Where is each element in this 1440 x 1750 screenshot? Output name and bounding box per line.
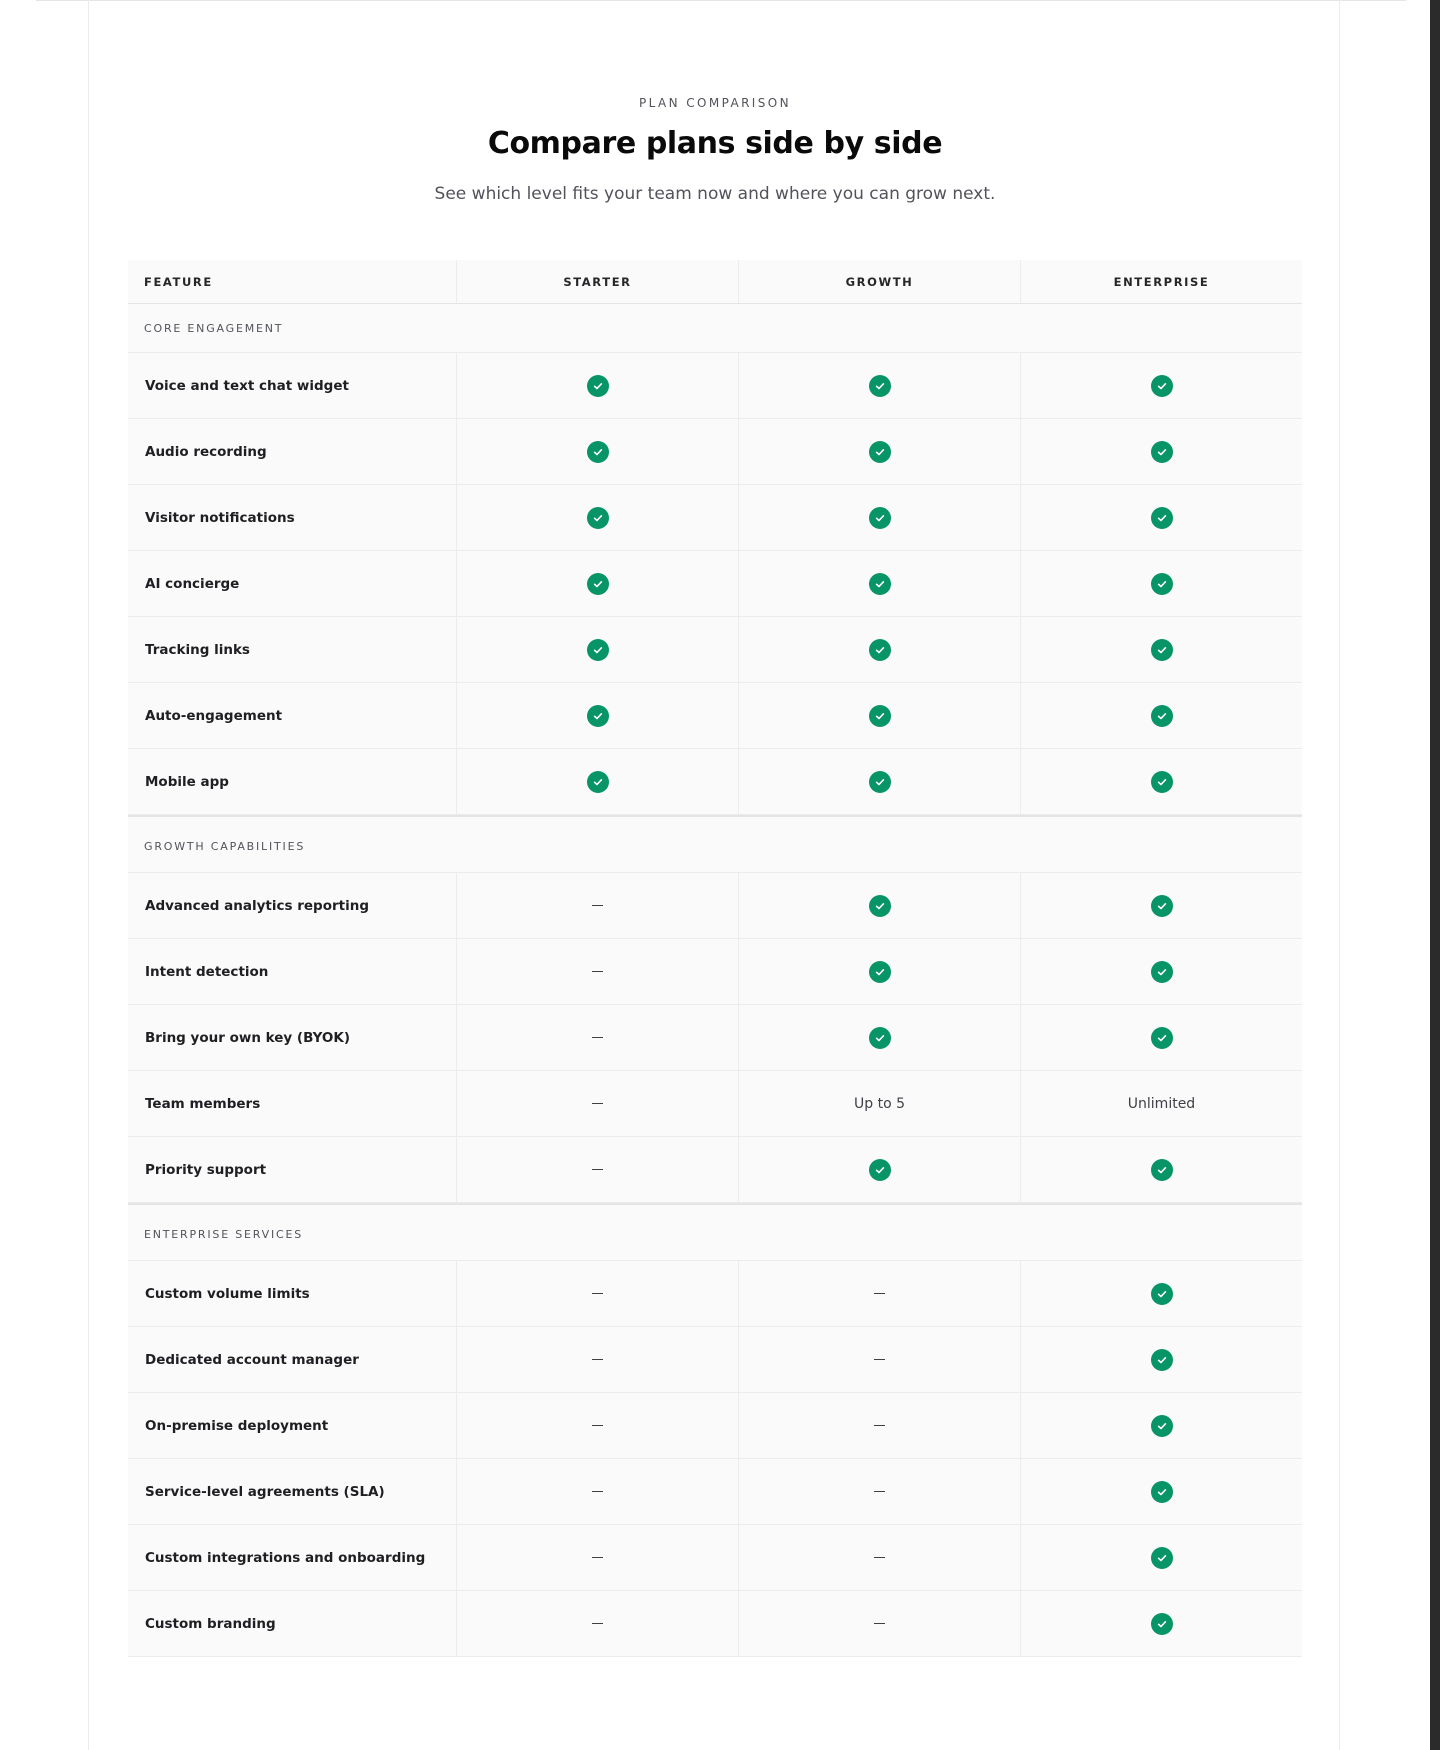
- cell-enterprise: [1020, 1261, 1302, 1326]
- check-icon: [1151, 1613, 1173, 1635]
- check-icon: [1151, 1415, 1173, 1437]
- table-row: [128, 1261, 1302, 1327]
- table-row: [128, 1327, 1302, 1393]
- cell-enterprise: [1020, 1071, 1302, 1136]
- check-icon: [869, 1159, 891, 1181]
- feature-name: Priority support: [145, 1161, 267, 1178]
- check-icon: [1151, 441, 1173, 463]
- cell-starter: [456, 1327, 738, 1392]
- check-icon: [1151, 895, 1173, 917]
- feature-name: Service-level agreements (SLA): [145, 1483, 385, 1500]
- column-header-growth: GROWTH: [738, 260, 1020, 303]
- comparison-table: [128, 260, 1302, 1657]
- dash-icon: [592, 1491, 603, 1493]
- cell-starter: [456, 1071, 738, 1136]
- dash-icon: [592, 1103, 603, 1105]
- cell-growth: [738, 1327, 1020, 1392]
- feature-name: Team members: [145, 1095, 261, 1112]
- section-title: ENTERPRISE SERVICES: [128, 1203, 1302, 1261]
- cell-growth: [738, 1459, 1020, 1524]
- check-icon: [1151, 507, 1173, 529]
- dash-icon: [874, 1425, 885, 1427]
- check-icon: [869, 1027, 891, 1049]
- feature-name: Auto-engagement: [145, 707, 283, 724]
- check-icon: [587, 771, 609, 793]
- cell-starter: [456, 1591, 738, 1656]
- cell-value: Up to 5: [854, 1095, 905, 1112]
- table-row: [128, 1459, 1302, 1525]
- table-row: [128, 485, 1302, 551]
- cell-starter: [456, 1459, 738, 1524]
- cell-enterprise: [1020, 1525, 1302, 1590]
- check-icon: [869, 573, 891, 595]
- check-icon: [587, 507, 609, 529]
- feature-name: Voice and text chat widget: [145, 377, 349, 394]
- check-icon: [869, 705, 891, 727]
- check-icon: [587, 705, 609, 727]
- cell-growth: [738, 1005, 1020, 1070]
- cell-growth: [738, 485, 1020, 550]
- feature-name: Dedicated account manager: [145, 1351, 359, 1368]
- cell-growth: [738, 873, 1020, 938]
- cell-starter: [456, 419, 738, 484]
- check-icon: [869, 771, 891, 793]
- cell-starter: [456, 749, 738, 814]
- table-row: [128, 1525, 1302, 1591]
- cell-value: Unlimited: [1127, 1095, 1196, 1112]
- cell-enterprise: [1020, 1591, 1302, 1656]
- check-icon: [1151, 1547, 1173, 1569]
- check-icon: [587, 375, 609, 397]
- table-row: [128, 617, 1302, 683]
- check-icon: [1151, 375, 1173, 397]
- check-icon: [869, 639, 891, 661]
- cell-starter: [456, 1005, 738, 1070]
- table-row: [128, 1393, 1302, 1459]
- cell-starter: [456, 353, 738, 418]
- feature-name: Visitor notifications: [145, 509, 295, 526]
- check-icon: [1151, 1159, 1173, 1181]
- cell-enterprise: [1020, 1393, 1302, 1458]
- section-title: GROWTH CAPABILITIES: [128, 815, 1302, 873]
- dash-icon: [592, 1293, 603, 1295]
- check-icon: [869, 507, 891, 529]
- check-icon: [587, 441, 609, 463]
- table-row: [128, 1071, 1302, 1137]
- cell-starter: [456, 617, 738, 682]
- section-title: CORE ENGAGEMENT: [128, 304, 1302, 353]
- cell-starter: [456, 551, 738, 616]
- dash-icon: [874, 1359, 885, 1361]
- feature-name: On-premise deployment: [145, 1417, 329, 1434]
- check-icon: [1151, 705, 1173, 727]
- column-header-starter: STARTER: [456, 260, 738, 303]
- cell-starter: [456, 873, 738, 938]
- dash-icon: [592, 1623, 603, 1625]
- cell-starter: [456, 939, 738, 1004]
- cell-growth: [738, 419, 1020, 484]
- feature-name: Bring your own key (BYOK): [145, 1029, 351, 1046]
- table-header-row: [128, 260, 1302, 304]
- cell-growth: [738, 1137, 1020, 1202]
- check-icon: [1151, 1283, 1173, 1305]
- dash-icon: [874, 1557, 885, 1559]
- table-row: [128, 1005, 1302, 1071]
- cell-starter: [456, 1261, 738, 1326]
- cell-starter: [456, 1393, 738, 1458]
- dash-icon: [874, 1623, 885, 1625]
- cell-growth: [738, 939, 1020, 1004]
- feature-name: Audio recording: [145, 443, 267, 460]
- check-icon: [587, 639, 609, 661]
- cell-starter: [456, 1137, 738, 1202]
- dash-icon: [592, 905, 603, 907]
- cell-growth: [738, 1393, 1020, 1458]
- scrollbar[interactable]: [1430, 0, 1440, 1750]
- table-row: [128, 419, 1302, 485]
- cell-enterprise: [1020, 1005, 1302, 1070]
- feature-name: Tracking links: [145, 641, 250, 658]
- check-icon: [1151, 573, 1173, 595]
- check-icon: [1151, 771, 1173, 793]
- check-icon: [1151, 1481, 1173, 1503]
- table-row: [128, 683, 1302, 749]
- table-row: [128, 1591, 1302, 1657]
- feature-name: Mobile app: [145, 773, 229, 790]
- feature-name: Advanced analytics reporting: [145, 897, 369, 914]
- cell-enterprise: [1020, 1459, 1302, 1524]
- column-header-feature: FEATURE: [144, 274, 213, 289]
- cell-enterprise: [1020, 1137, 1302, 1202]
- check-icon: [869, 441, 891, 463]
- dash-icon: [592, 1425, 603, 1427]
- check-icon: [1151, 1349, 1173, 1371]
- dash-icon: [592, 1037, 603, 1039]
- cell-growth: [738, 551, 1020, 616]
- cell-enterprise: [1020, 617, 1302, 682]
- table-row: [128, 939, 1302, 1005]
- cell-starter: [456, 1525, 738, 1590]
- dash-icon: [592, 1169, 603, 1171]
- dash-icon: [874, 1491, 885, 1493]
- check-icon: [1151, 961, 1173, 983]
- cell-enterprise: [1020, 749, 1302, 814]
- cell-growth: [738, 749, 1020, 814]
- table-row: [128, 353, 1302, 419]
- cell-enterprise: [1020, 939, 1302, 1004]
- feature-name: Custom volume limits: [145, 1285, 310, 1302]
- cell-growth: [738, 1071, 1020, 1136]
- table-row: [128, 551, 1302, 617]
- cell-growth: [738, 1261, 1020, 1326]
- cell-starter: [456, 485, 738, 550]
- feature-name: AI concierge: [145, 575, 240, 592]
- dash-icon: [592, 1359, 603, 1361]
- check-icon: [869, 375, 891, 397]
- check-icon: [587, 573, 609, 595]
- check-icon: [869, 895, 891, 917]
- cell-growth: [738, 353, 1020, 418]
- page-title: Compare plans side by side: [487, 126, 943, 161]
- cell-growth: [738, 617, 1020, 682]
- table-row: [128, 873, 1302, 939]
- check-icon: [1151, 639, 1173, 661]
- check-icon: [1151, 1027, 1173, 1049]
- cell-enterprise: [1020, 353, 1302, 418]
- cell-enterprise: [1020, 419, 1302, 484]
- check-icon: [869, 961, 891, 983]
- cell-enterprise: [1020, 873, 1302, 938]
- column-header-enterprise: ENTERPRISE: [1020, 260, 1302, 303]
- cell-enterprise: [1020, 1327, 1302, 1392]
- table-row: [128, 749, 1302, 815]
- cell-growth: [738, 683, 1020, 748]
- cell-enterprise: [1020, 683, 1302, 748]
- dash-icon: [592, 1557, 603, 1559]
- section-eyebrow: PLAN COMPARISON: [639, 96, 791, 110]
- cell-starter: [456, 683, 738, 748]
- table-row: [128, 1137, 1302, 1203]
- page-subtitle: See which level fits your team now and where you can grow next.: [434, 184, 996, 204]
- cell-enterprise: [1020, 551, 1302, 616]
- cell-growth: [738, 1591, 1020, 1656]
- feature-name: Intent detection: [145, 963, 269, 980]
- dash-icon: [874, 1293, 885, 1295]
- dash-icon: [592, 971, 603, 973]
- feature-name: Custom integrations and onboarding: [145, 1549, 426, 1566]
- cell-growth: [738, 1525, 1020, 1590]
- cell-enterprise: [1020, 485, 1302, 550]
- feature-name: Custom branding: [145, 1615, 276, 1632]
